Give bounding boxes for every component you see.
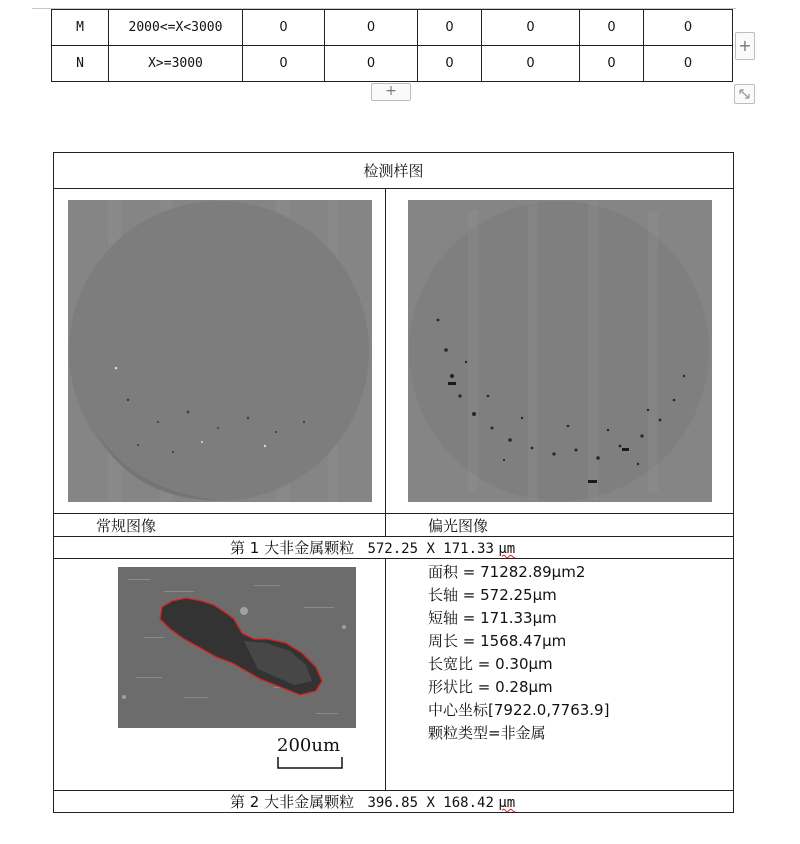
count-cell: 0 bbox=[418, 10, 482, 46]
table-resize-handle[interactable] bbox=[734, 84, 755, 104]
scale-bar-label: 200um bbox=[277, 735, 341, 756]
property-shape-ratio: 形状比 = 0.28μm bbox=[428, 678, 553, 696]
count-cell: 0 bbox=[243, 46, 325, 82]
count-cell: 0 bbox=[644, 10, 733, 46]
particle-1-header bbox=[54, 537, 734, 559]
sample-table bbox=[53, 152, 734, 813]
normal-sample-image bbox=[68, 200, 372, 502]
property-perimeter: 周长 = 1568.47μm bbox=[428, 632, 567, 650]
table-row bbox=[52, 10, 733, 46]
property-major-axis: 长轴 = 572.25μm bbox=[428, 586, 557, 604]
property-area: 面积 = 71282.89μm2 bbox=[428, 563, 586, 581]
property-aspect-ratio: 长宽比 = 0.30μm bbox=[428, 655, 553, 673]
count-cell: 0 bbox=[644, 46, 733, 82]
count-cell: 0 bbox=[418, 46, 482, 82]
grade-cell: M bbox=[52, 10, 109, 46]
add-row-button[interactable]: + bbox=[371, 83, 411, 101]
property-minor-axis: 短轴 = 171.33μm bbox=[428, 609, 557, 627]
polarized-sample-image bbox=[408, 200, 712, 502]
count-cell: 0 bbox=[482, 46, 580, 82]
sample-title: 检测样图 bbox=[54, 153, 734, 189]
range-cell: 2000<=X<3000 bbox=[109, 10, 243, 46]
count-cell: 0 bbox=[325, 46, 418, 82]
particle-label: 第 2 大非金属颗粒 bbox=[230, 793, 355, 811]
particle-2-header bbox=[54, 791, 734, 813]
particle-1-properties-cell bbox=[386, 559, 734, 791]
count-cell: 0 bbox=[580, 10, 644, 46]
particle-1-image-cell bbox=[54, 559, 386, 791]
normal-image-caption: 常规图像 bbox=[54, 514, 386, 537]
polarized-image-cell bbox=[386, 189, 734, 514]
normal-image-cell bbox=[54, 189, 386, 514]
particle-size: 572.25 X 171.33 bbox=[367, 541, 494, 557]
resize-arrows-icon bbox=[735, 85, 754, 103]
property-type: 颗粒类型=非金属 bbox=[428, 724, 546, 742]
count-cell: 0 bbox=[325, 10, 418, 46]
count-cell: 0 bbox=[243, 10, 325, 46]
polarized-image-caption: 偏光图像 bbox=[386, 514, 734, 537]
count-cell: 0 bbox=[580, 46, 644, 82]
particle-properties-list bbox=[386, 559, 733, 745]
add-column-button[interactable]: + bbox=[735, 32, 755, 60]
grade-cell: N bbox=[52, 46, 109, 82]
grade-table bbox=[51, 9, 733, 82]
particle-1-micrograph bbox=[54, 567, 385, 779]
property-center: 中心坐标[7922.0,7763.9] bbox=[428, 701, 610, 719]
range-cell: X>=3000 bbox=[109, 46, 243, 82]
particle-label: 第 1 大非金属颗粒 bbox=[230, 539, 355, 557]
particle-unit: μm bbox=[498, 541, 516, 557]
particle-unit: μm bbox=[498, 795, 516, 811]
table-row bbox=[52, 46, 733, 82]
particle-size: 396.85 X 168.42 bbox=[367, 795, 494, 811]
count-cell: 0 bbox=[482, 10, 580, 46]
